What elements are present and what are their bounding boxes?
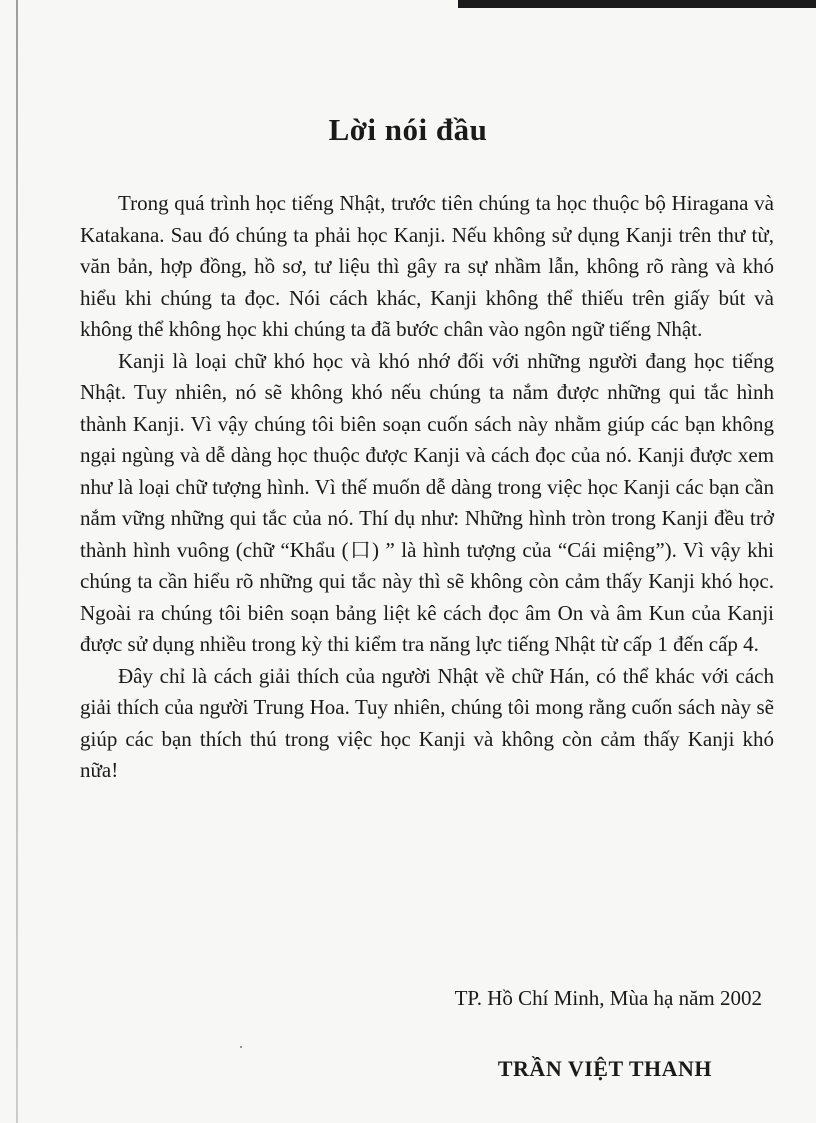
scan-top-shadow: [458, 0, 816, 8]
page-title: Lời nói đầu: [328, 112, 488, 147]
signature-author: TRẦN VIỆT THANH: [497, 1056, 712, 1081]
paragraph-3: Đây chỉ là cách giải thích của người Nhật về chữ Hán, có thể khác với cách giải thích của người Trung Hoa. Tuy nhiên, chúng tôi mong rằng cuốn sách này sẽ giúp các bạn thích thú trong việc học Kanji và không còn cảm thấy Kanji khó nữa!: [80, 663, 774, 782]
paragraph-2: Kanji là loại chữ khó học và khó nhớ đối với những người đang học tiếng Nhật. Tuy nhiên, nó sẽ không khó nếu chúng ta nắm được những qui tắc hình thành Kanji. Vì vậy chúng tôi biên soạn cuốn sách này nhằm giúp các bạn không ngại ngùng và dễ dàng học thuộc được Kanji và cách đọc của nó. Kanji được xem như là loại chữ tượng hình. Vì thế muốn dễ dàng trong việc học Kanji các bạn cần nắm vững những qui tắc của nó. Thí dụ như: Những hình tròn trong Kanji đều trở thành hình vuông (chữ “Khẩu (口) ” là hình tượng của “Cái miệng”). Vì vậy khi chúng ta cần hiểu rõ những qui tắc này thì sẽ không còn cảm thấy Kanji khó học. Ngoài ra chúng tôi biên soạn bảng liệt kê cách đọc âm On và âm Kun của Kanji được sử dụng nhiều trong kỳ thi kiểm tra năng lực tiếng Nhật từ cấp 1 đến cấp 4.: [80, 348, 774, 656]
scan-edge-line: [16, 0, 18, 1123]
signature-place-date: TP. Hồ Chí Minh, Mùa hạ năm 2002: [454, 986, 762, 1010]
preface-body: [80, 188, 774, 787]
paragraph-1: Trong quá trình học tiếng Nhật, trước tiên chúng ta học thuộc bộ Hiragana và Katakana. Sau đó chúng ta phải học Kanji. Nếu không sử dụng Kanji trên thư từ, văn bản, hợp đồng, hồ sơ, tư liệu thì gây ra sự nhầm lẫn, không rõ ràng và khó hiểu khi chúng ta đọc. Nói cách khác, Kanji không thể thiếu trên giấy bút và không thể không học khi chúng ta đã bước chân vào ngôn ngữ tiếng Nhật.: [80, 191, 774, 341]
scan-speck: [240, 1046, 242, 1048]
